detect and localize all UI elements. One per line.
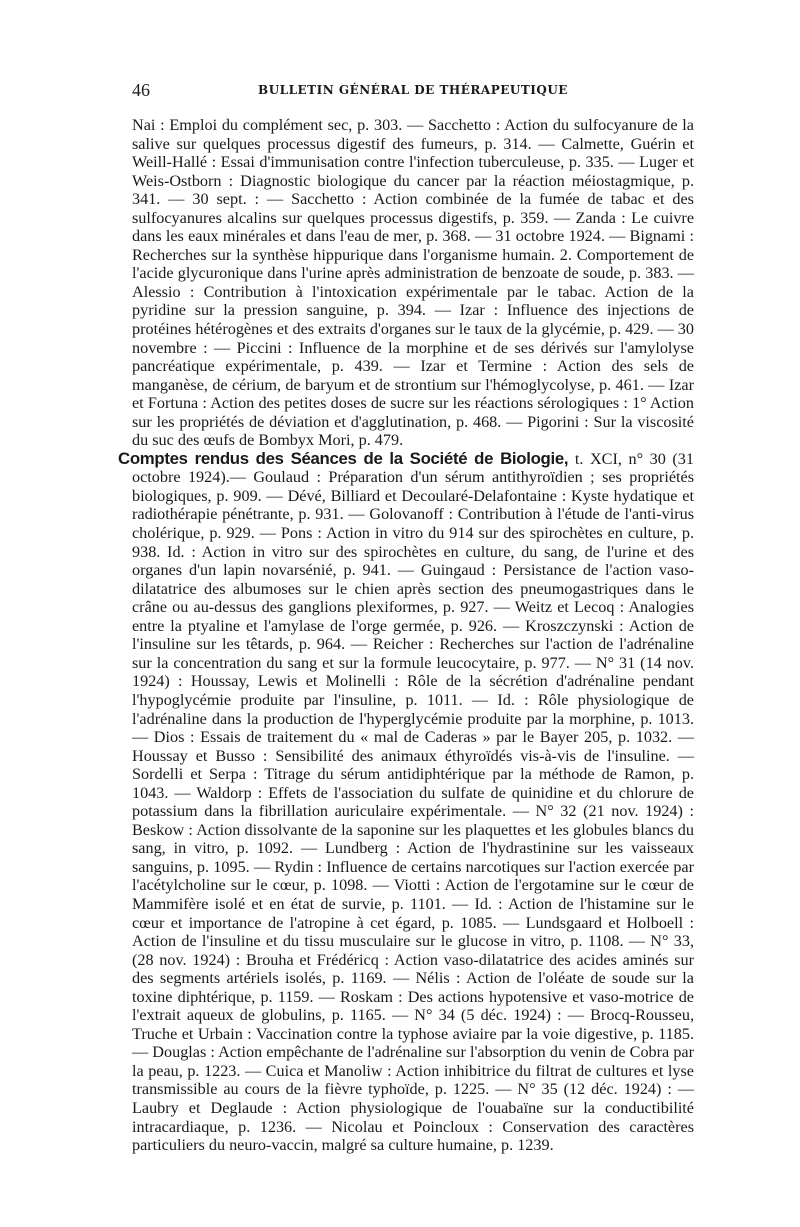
section-heading: Comptes rendus des Séances de la Société de Biologie, [118, 448, 569, 468]
page-number: 46 [132, 80, 150, 100]
paragraph-biblio-2 [118, 448, 694, 1155]
page-body [118, 116, 694, 1155]
paragraph-biblio-1: Nai : Emploi du complément sec, p. 303. — Sacchetto : Action du sulfocyanure de la salive sur quelques processus digestif des fumeurs, p. 314. — Calmette, Guérin et Weill-Hallé : Essai d'immunisation contre l'infection tuberculeuse, p. 335. — Luger et Weis-Ostborn : Diagnostic biologique du cancer par la réaction méiostagmique, p. 341. — 30 sept. : — Sacchetto : Action combinée de la fumée de tabac et des sulfocyanures alcalins sur quelques processus digestifs, p. 359. — Zanda : Le cuivre dans les eaux minérales et dans l'eau de mer, p. 368. — 31 octobre 1924. — Bignami : Recherches sur la synthèse hippurique dans l'organisme humain. 2. Comportement de l'acide glycuronique dans l'urine après administration de benzoate de soude, p. 383. — Alessio : Contribution à l'intoxication expérimentale par le tabac. Action de la pyridine sur la pression sanguine, p. 394. — Izar : Influence des injections de protéines hétérogènes et des extraits d'organes sur le taux de la glycémie, p. 429. — 30 novembre : — Piccini : Influence de la morphine et de ses dérivés sur l'amylolyse pancréatique expérimentale, p. 439. — Izar et Termine : Action des sels de manganèse, de cérium, de baryum et de strontium sur l'hémoglycolyse, p. 461. — Izar et Fortuna : Action des petites doses de sucre sur les réactions sérologiques : 1° Action sur les propriétés de déviation et d'agglutination, p. 468. — Pigorini : Sur la viscosité du suc des œufs de Bombyx Mori, p. 479. [132, 116, 694, 450]
running-title: BULLETIN GÉNÉRAL DE THÉRAPEUTIQUE [258, 83, 568, 97]
section-text: t. XCI, n° 30 (31 octobre 1924).— Goulaud : Préparation d'un sérum antithyroïdien ; ses propriétés biologiques, p. 909. — Dévé, Billiard et Decoularé-Delafontaine : Kyste hydatique et radiothérapie pénétrante, p. 931. — Golovanoff : Contribution à l'étude de l'anti-virus cholérique, p. 929. — Pons : Action in vitro du 914 sur des spirochètes en culture, p. 938. Id. : Action in vitro sur des spirochètes en culture, du sang, de l'urine et des organes d'un lapin novarsénié, p. 941. — Guingaud : Persistance de l'action vaso-dilatatrice des albumoses sur le chien après section des pneumogastriques dans le crâne ou au-dessus des ganglions plexiformes, p. 927. — Weitz et Lecoq : Analogies entre la ptyaline et l'amylase de l'orge germée, p. 926. — Kroszczynski : Action de l'insuline sur les têtards, p. 964. — Reicher : Recherches sur l'action de l'adrénaline sur la concentration du sang et sur la formule leucocytaire, p. 977. — N° 31 (14 nov. 1924) : Houssay, Lewis et Molinelli : Rôle de la sécrétion d'adrénaline pendant l'hypoglycémie produite par l'insuline, p. 1011. — Id. : Rôle physiologique de l'adrénaline dans la production de l'hyperglycémie produite par la morphine, p. 1013. — Dios : Essais de traitement du « mal de Caderas » par le Bayer 205, p. 1032. — Houssay et Busso : Sensibilité des animaux éthyroïdés vis-à-vis de l'insuline. — Sordelli et Serpa : Titrage du sérum antidiphtérique par la méthode de Ramon, p. 1043. — Waldorp : Effets de l'association du sulfate de quinidine et du chlorure de potassium dans la fibrillation auriculaire expérimentale. — N° 32 (21 nov. 1924) : Beskow : Action dissolvante de la saponine sur les plaquettes et les globules blancs du sang, in vitro, p. 1092. — Lundberg : Action de l'hydrastinine sur les vaisseaux sanguins, p. 1095. — Rydin : Influence de certains narcotiques sur l'action exercée par l'acétylcholine sur le cœur, p. 1098. — Viotti : Action de l'ergotamine sur le cœur de Mammifère isolé et en état de survie, p. 1101. — Id. : Action de l'histamine sur le cœur et importance de l'atropine à cet égard, p. 1085. — Lundsgaard et Holboell : Action de l'insuline et du tissu musculaire sur le glucose in vitro, p. 1108. — N° 33, (28 nov. 1924) : Brouha et Frédéricq : Action vaso-dilatatrice des acides aminés sur des segments artériels isolés, p. 1169. — Nélis : Action de l'oléate de soude sur la toxine diphtérique, p. 1159. — Roskam : Des actions hypotensive et vaso-motrice de l'extrait aqueux de globulins, p. 1165. — N° 34 (5 déc. 1924) : — Brocq-Rousseu, Truche et Urbain : Vaccination contre la typhose aviaire par la voie digestive, p. 1185. — Douglas : Action empêchante de l'adrénaline sur l'absorption du venin de Cobra par la peau, p. 1223. — Cuica et Manoliw : Action inhibitrice du filtrat de cultures et lyse transmissible au cours de la fièvre typhoïde, p. 1225. — N° 35 (12 déc. 1924) : — Laubry et Deglaude : Action physiologique de l'ouabaïne sur la conductibilité intracardiaque, p. 1236. — Nicolau et Poincloux : Conservation des caractères particuliers du neuro-vaccin, malgré sa culture humaine, p. 1239. [132, 449, 694, 1155]
page-header [132, 80, 694, 102]
